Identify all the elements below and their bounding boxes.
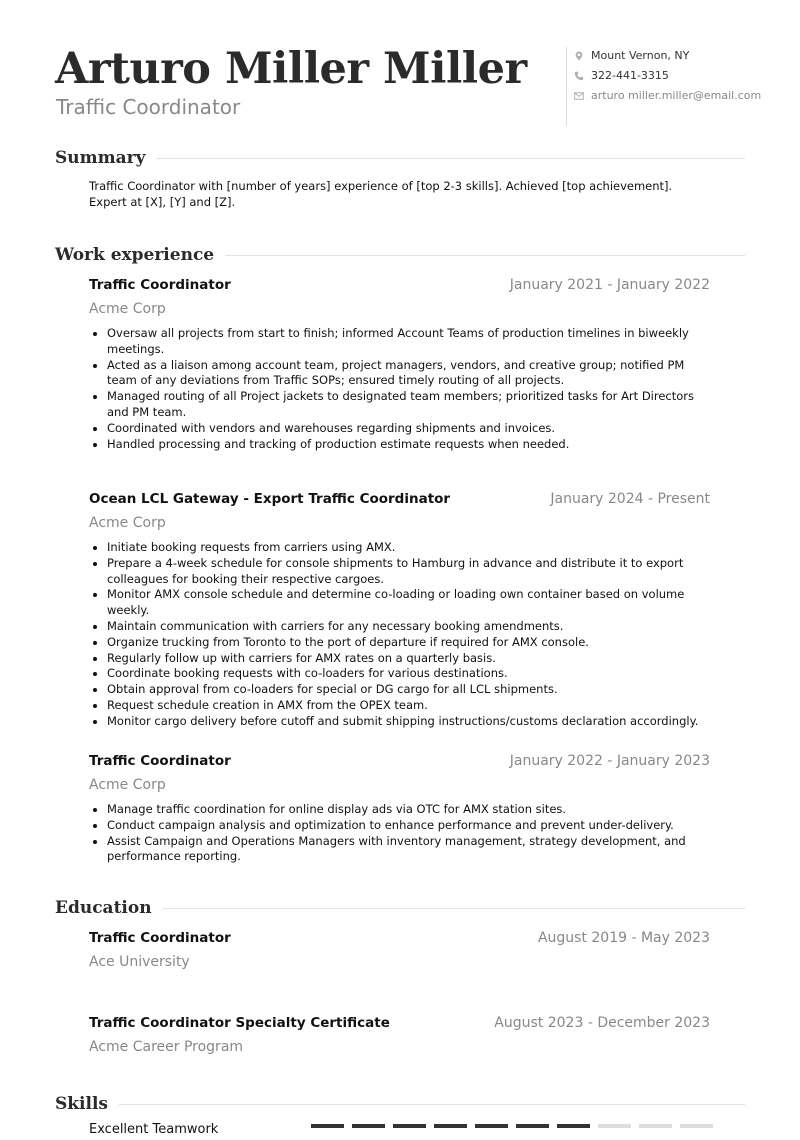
job-bullet: • Coordinated with vendors and warehouses regarding shipments and invoices. (107, 421, 710, 437)
job-bullet: • Assist Campaign and Operations Managers with inventory management, strategy development, and performance reporting. (107, 834, 710, 866)
job-entry (89, 751, 710, 865)
job-bullet: • Organize trucking from Toronto to the port of departure if required for AMX console. (107, 635, 710, 651)
education-entry (89, 928, 710, 972)
skill-row (89, 1120, 714, 1137)
job-bullet: • Prepare a 4-week schedule for console shipments to Hamburg in advance and distribute it to export colleagues for booking their respective cargoes. (107, 556, 710, 588)
job-bullet: • Coordinate booking requests with co-loaders for various destinations. (107, 666, 710, 682)
phone-icon (574, 71, 584, 81)
job-company: Acme Corp (89, 515, 166, 531)
job-date: January 2024 - Present (550, 491, 710, 507)
job-date: January 2021 - January 2022 (509, 277, 710, 293)
job-title: Ocean LCL Gateway - Export Traffic Coordinator (89, 491, 451, 507)
skill-level-segment-filled (393, 1124, 426, 1128)
job-bullets (89, 326, 710, 452)
location-pin-icon (574, 51, 584, 61)
job-company: Acme Corp (89, 301, 166, 317)
skills-heading-row (55, 1092, 745, 1116)
job-bullet: • Request schedule creation in AMX from the OPEX team. (107, 698, 710, 714)
job-date: January 2022 - January 2023 (509, 753, 710, 769)
skill-level-segment-empty (639, 1124, 672, 1128)
job-bullet: • Conduct campaign analysis and optimization to enhance performance and prevent under-delivery. (107, 818, 710, 834)
section-rule (225, 255, 745, 256)
summary-heading-row (55, 146, 745, 170)
work-heading: Work experience (55, 245, 215, 265)
candidate-name: Arturo Miller Miller (55, 44, 527, 94)
job-company: Acme Corp (89, 777, 166, 793)
contact-phone (574, 66, 761, 86)
job-bullet: • Oversaw all projects from start to finish; informed Account Teams of production timelines in biweekly meetings. (107, 326, 710, 358)
education-heading-row (55, 896, 745, 920)
school-name: Ace University (89, 954, 190, 970)
job-entry (89, 489, 710, 730)
job-header (89, 275, 710, 295)
email-text[interactable]: arturo miller.miller@email.com (591, 89, 762, 102)
education-date: August 2023 - December 2023 (494, 1015, 710, 1031)
skills-heading: Skills (55, 1094, 109, 1114)
job-bullet: • Manage traffic coordination for online display ads via OTC for AMX station sites. (107, 802, 710, 818)
education-heading: Education (55, 898, 152, 918)
education-header (89, 928, 710, 948)
skill-level-meter (311, 1124, 713, 1128)
contact-info (574, 46, 761, 106)
job-title: Traffic Coordinator (89, 277, 231, 293)
job-bullet: • Handled processing and tracking of production estimate requests when needed. (107, 437, 710, 453)
skill-level-segment-filled (311, 1124, 344, 1128)
skill-name: Excellent Teamwork (89, 1122, 219, 1137)
work-heading-row (55, 243, 745, 267)
job-bullet: • Monitor cargo delivery before cutoff and submit shipping instructions/customs declaration accordingly. (107, 714, 710, 730)
contact-divider (566, 47, 567, 126)
job-header (89, 751, 710, 771)
job-entry (89, 275, 710, 452)
location-text: Mount Vernon, NY (591, 49, 690, 62)
contact-email[interactable] (574, 86, 761, 106)
job-bullet: • Managed routing of all Project jackets to designated team members; prioritized tasks for Art Directors and PM team. (107, 389, 710, 421)
skill-level-segment-filled (352, 1124, 385, 1128)
skills-section (55, 1092, 745, 1116)
school-name: Acme Career Program (89, 1039, 244, 1055)
skill-level-segment-filled (434, 1124, 467, 1128)
job-bullet: • Maintain communication with carriers for any necessary booking amendments. (107, 619, 710, 635)
degree-title: Traffic Coordinator (89, 930, 231, 946)
job-bullets (89, 540, 710, 730)
job-bullet: • Acted as a liaison among account team, project managers, vendors, and creative group; notified PM team of any deviations from Traffic SOPs; ensured timely routing of all projects. (107, 358, 710, 390)
section-rule (163, 908, 745, 909)
job-bullet: • Initiate booking requests from carriers using AMX. (107, 540, 710, 556)
job-bullet: • Monitor AMX console schedule and determine co-loading or loading own container based on volume weekly. (107, 587, 710, 619)
phone-text: 322-441-3315 (591, 69, 669, 82)
job-title: Traffic Coordinator (56, 95, 241, 119)
degree-title: Traffic Coordinator Specialty Certificate (89, 1015, 390, 1031)
job-header (89, 489, 710, 509)
skill-level-segment-filled (516, 1124, 549, 1128)
section-rule (156, 158, 745, 159)
job-title: Traffic Coordinator (89, 753, 231, 769)
education-date: August 2019 - May 2023 (537, 930, 710, 946)
mail-icon (574, 91, 584, 101)
skill-level-segment-filled (475, 1124, 508, 1128)
skill-level-segment-empty (680, 1124, 713, 1128)
job-bullet: • Regularly follow up with carriers for AMX rates on a quarterly basis. (107, 651, 710, 667)
skill-level-segment-filled (557, 1124, 590, 1128)
section-rule (119, 1104, 745, 1105)
education-header (89, 1013, 710, 1033)
contact-location (574, 46, 761, 66)
education-entry (89, 1013, 710, 1057)
work-section (55, 243, 745, 267)
education-section (55, 896, 745, 920)
job-bullets (89, 802, 710, 865)
summary-text: Traffic Coordinator with [number of years] experience of [top 2-3 skills]. Achieved [top achievement]. Expert at [X], [Y] and [Z]. (89, 179, 673, 209)
summary-heading: Summary (55, 148, 146, 168)
job-bullet: • Obtain approval from co-loaders for special or DG cargo for all LCL shipments. (107, 682, 710, 698)
skill-level-segment-empty (598, 1124, 631, 1128)
summary-section (55, 146, 745, 170)
